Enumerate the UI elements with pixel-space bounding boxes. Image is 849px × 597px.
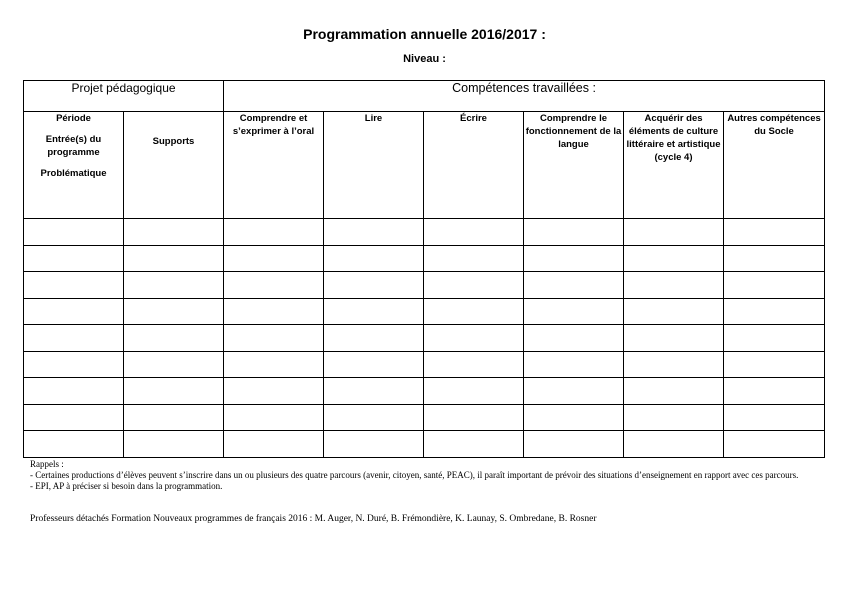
table-cell[interactable] (624, 378, 724, 405)
table-row (24, 219, 825, 246)
table-cell[interactable] (324, 298, 424, 325)
table-cell[interactable] (624, 272, 724, 299)
group-header-row (24, 81, 825, 112)
table-cell[interactable] (424, 431, 524, 458)
table-cell[interactable] (624, 404, 724, 431)
table-cell[interactable] (24, 272, 124, 299)
table-cell[interactable] (624, 298, 724, 325)
notes (30, 459, 830, 492)
table-cell[interactable] (624, 245, 724, 272)
credits: Professeurs détachés Formation Nouveaux programmes de français 2016 : M. Auger, N. Duré, B. Frémondière, K. Launay, S. Ombredane, B. Rosner (30, 514, 597, 524)
table-cell[interactable] (724, 325, 825, 352)
table-cell[interactable] (524, 378, 624, 405)
table-cell[interactable] (424, 378, 524, 405)
notes-line-2: - EPI, AP à préciser si besoin dans la programmation. (30, 481, 223, 491)
table-row (24, 404, 825, 431)
table-cell[interactable] (724, 351, 825, 378)
table-cell[interactable] (624, 219, 724, 246)
header-culture: Acquérir des éléments de culture littéraire et artistique (cycle 4) (624, 112, 724, 219)
table-cell[interactable] (124, 431, 224, 458)
table-cell[interactable] (424, 325, 524, 352)
table-cell[interactable] (324, 245, 424, 272)
table-cell[interactable] (624, 431, 724, 458)
table-cell[interactable] (424, 351, 524, 378)
table-cell[interactable] (324, 325, 424, 352)
table-cell[interactable] (324, 351, 424, 378)
header-langue: Comprendre le fonctionnement de la langue (524, 112, 624, 219)
table-row (24, 351, 825, 378)
header-supports: Supports (124, 112, 224, 219)
table-cell[interactable] (424, 219, 524, 246)
table-cell[interactable] (524, 325, 624, 352)
table-cell[interactable] (324, 378, 424, 405)
level-label: Niveau : (403, 53, 446, 65)
table-cell[interactable] (624, 325, 724, 352)
group-projet-pedagogique: Projet pédagogique (24, 81, 224, 112)
table-cell[interactable] (24, 245, 124, 272)
table-cell[interactable] (424, 272, 524, 299)
table-cell[interactable] (24, 351, 124, 378)
table-cell[interactable] (224, 245, 324, 272)
table-cell[interactable] (24, 378, 124, 405)
table-cell[interactable] (24, 325, 124, 352)
table-cell[interactable] (524, 245, 624, 272)
table-cell[interactable] (324, 431, 424, 458)
table-cell[interactable] (224, 378, 324, 405)
table-cell[interactable] (124, 404, 224, 431)
table-row (24, 378, 825, 405)
table-cell[interactable] (224, 325, 324, 352)
header-problematique: Problématique (40, 168, 107, 179)
table-cell[interactable] (724, 404, 825, 431)
page-title: Programmation annuelle 2016/2017 : (303, 26, 546, 42)
table-cell[interactable] (524, 404, 624, 431)
header-ecrire: Écrire (424, 112, 524, 219)
table-cell[interactable] (724, 245, 825, 272)
table-cell[interactable] (524, 431, 624, 458)
table-cell[interactable] (524, 219, 624, 246)
table-row (24, 245, 825, 272)
table-cell[interactable] (24, 431, 124, 458)
table-cell[interactable] (224, 219, 324, 246)
header-periode: Période (56, 113, 91, 124)
table-cell[interactable] (24, 404, 124, 431)
table-cell[interactable] (124, 378, 224, 405)
table-row (24, 431, 825, 458)
table-cell[interactable] (324, 219, 424, 246)
header-autres: Autres compétences du Socle (724, 112, 825, 219)
table-cell[interactable] (324, 272, 424, 299)
table-cell[interactable] (24, 219, 124, 246)
table-cell[interactable] (24, 298, 124, 325)
table-cell[interactable] (724, 378, 825, 405)
table-cell[interactable] (724, 272, 825, 299)
table-cell[interactable] (724, 219, 825, 246)
table-cell[interactable] (424, 245, 524, 272)
table-cell[interactable] (124, 325, 224, 352)
header-periode-cell (24, 112, 124, 219)
table-body (24, 219, 825, 458)
notes-heading: Rappels : (30, 459, 64, 469)
column-header-row (24, 112, 825, 219)
table-row (24, 298, 825, 325)
table-cell[interactable] (124, 219, 224, 246)
table-cell[interactable] (124, 272, 224, 299)
table-cell[interactable] (224, 298, 324, 325)
table-cell[interactable] (124, 298, 224, 325)
header-entrees: Entrée(s) du programme (45, 134, 102, 158)
table-cell[interactable] (724, 298, 825, 325)
table-cell[interactable] (324, 404, 424, 431)
table-row (24, 272, 825, 299)
table-cell[interactable] (524, 351, 624, 378)
table-cell[interactable] (224, 351, 324, 378)
table-cell[interactable] (524, 298, 624, 325)
table-cell[interactable] (524, 272, 624, 299)
table-cell[interactable] (224, 431, 324, 458)
table-cell[interactable] (424, 298, 524, 325)
programmation-table (23, 80, 825, 458)
table-cell[interactable] (624, 351, 724, 378)
header-comprendre-oral: Comprendre et s’exprimer à l’oral (224, 112, 324, 219)
table-row (24, 325, 825, 352)
table-cell[interactable] (124, 351, 224, 378)
table-cell[interactable] (724, 431, 825, 458)
notes-line-1: - Certaines productions d’élèves peuvent s’inscrire dans un ou plusieurs des quatre parcours (avenir, citoyen, santé, PEAC), il paraît important de prévoir des situations d’enseignement en rapport avec ces parcours. (30, 470, 799, 480)
table-cell[interactable] (124, 245, 224, 272)
table-cell[interactable] (424, 404, 524, 431)
group-competences-travaillees: Compétences travaillées : (224, 81, 825, 112)
table-cell[interactable] (224, 404, 324, 431)
table-cell[interactable] (224, 272, 324, 299)
header-lire: Lire (324, 112, 424, 219)
